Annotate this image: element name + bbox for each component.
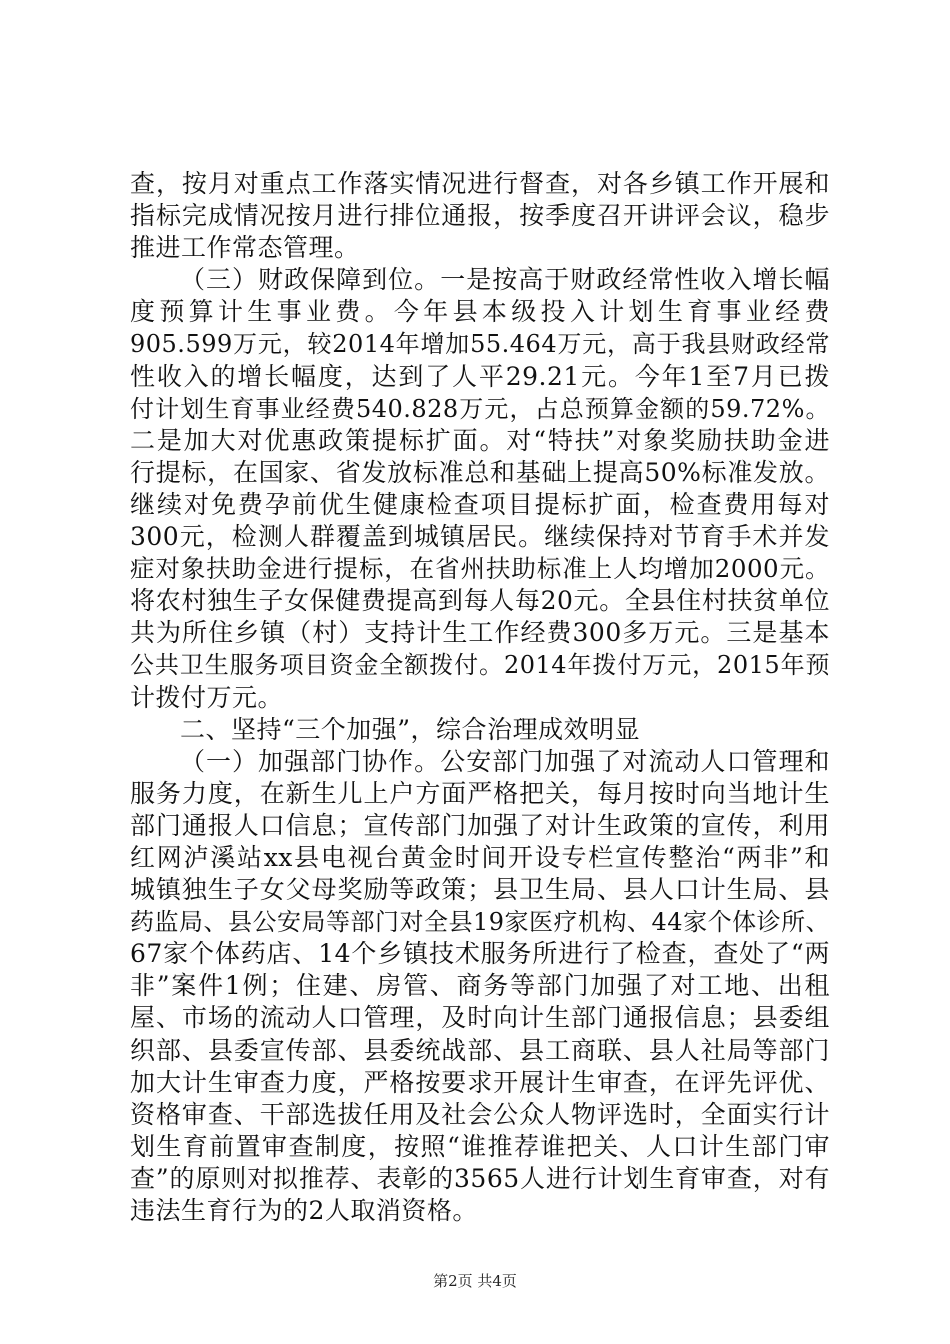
text-line: 继续对免费孕前优生健康检查项目提标扩面，检查费用每对: [130, 489, 830, 519]
text-line: 屋、市场的流动人口管理，及时向计生部门通报信息；县委组: [130, 1003, 830, 1033]
text-line: 查”的原则对拟推荐、表彰的3565人进行计划生育审查，对有: [130, 1163, 830, 1193]
text-line: 查，按月对重点工作落实情况进行督查，对各乡镇工作开展和: [130, 169, 830, 198]
text-line: 划生育前置审查制度，按照“谁推荐谁把关、人口计生部门审: [130, 1131, 830, 1161]
text-line: 症对象扶助金进行提标，在省州扶助标准上人均增加2000元。: [130, 554, 830, 584]
text-line: 性收入的增长幅度，达到了人平29.21元。今年1至7月已拨: [130, 361, 830, 391]
text-line: 300元，检测人群覆盖到城镇居民。继续保持对节育手术并发: [130, 522, 830, 552]
text-line: 付计划生育事业经费540.828万元，占总预算金额的59.72%。: [130, 394, 830, 423]
text-line: 药监局、县公安局等部门对全县19家医疗机构、44家个体诊所、: [130, 908, 831, 937]
text-line: 二是加大对优惠政策提标扩面。对“特扶”对象奖励扶助金进: [130, 425, 830, 455]
text-line: 将农村独生子女保健费提高到每人每20元。全县住村扶贫单位: [130, 586, 830, 616]
text-line: 城镇独生子女父母奖励等政策；县卫生局、县人口计生局、县: [130, 875, 830, 905]
heading-text: 二、坚持“三个加强”，综合治理成效明显: [180, 714, 641, 744]
text-line: 加大计生审查力度，严格按要求开展计生审查，在评先评优、: [130, 1067, 830, 1097]
text-line: 织部、县委宣传部、县委统战部、县工商联、县人社局等部门: [130, 1035, 830, 1065]
text-line: 部门通报人口信息；宣传部门加强了对计生政策的宣传，利用: [130, 810, 830, 840]
text-line: （一）加强部门协作。公安部门加强了对流动人口管理和: [180, 746, 830, 776]
page-number-footer: 第2页 共4页: [433, 1272, 517, 1290]
text-line: 行提标，在国家、省发放标准总和基础上提高50%标准发放。: [130, 457, 830, 487]
text-line: 905.599万元，较2014年增加55.464万元，高于我县财政经常: [130, 330, 830, 359]
text-line: 度预算计生事业费。今年县本级投入计划生育事业经费: [130, 297, 830, 327]
text-line: 违法生育行为的2人取消资格。: [130, 1196, 478, 1225]
text-line: 67家个体药店、14个乡镇技术服务所进行了检查，查处了“两: [130, 939, 830, 969]
paragraph: [130, 168, 830, 264]
paragraph: [130, 264, 830, 713]
document-body: [130, 168, 830, 1227]
text-line: 共为所住乡镇（村）支持计生工作经费300多万元。三是基本: [130, 618, 830, 648]
text-line: 指标完成情况按月进行排位通报，按季度召开讲评会议，稳步: [130, 201, 830, 231]
text-line: （三）财政保障到位。一是按高于财政经常性收入增长幅: [180, 265, 830, 295]
text-line: 计拨付万元。: [130, 682, 284, 712]
text-line: 公共卫生服务项目资金全额拨付。2014年拨付万元，2015年预: [130, 651, 830, 680]
text-line: 资格审查、干部选拔任用及社会公众人物评选时，全面实行计: [130, 1099, 830, 1129]
text-line: 非”案件1例；住建、房管、商务等部门加强了对工地、出租: [130, 971, 830, 1001]
paragraph: [130, 746, 830, 1227]
text-line: 红网泸溪站xx县电视台黄金时间开设专栏宣传整治“两非”和: [130, 842, 830, 872]
text-line: 推进工作常态管理。: [130, 233, 360, 263]
text-line: 服务力度，在新生儿上户方面严格把关，每月按时向当地计生: [130, 778, 830, 808]
section-heading: [130, 714, 830, 746]
